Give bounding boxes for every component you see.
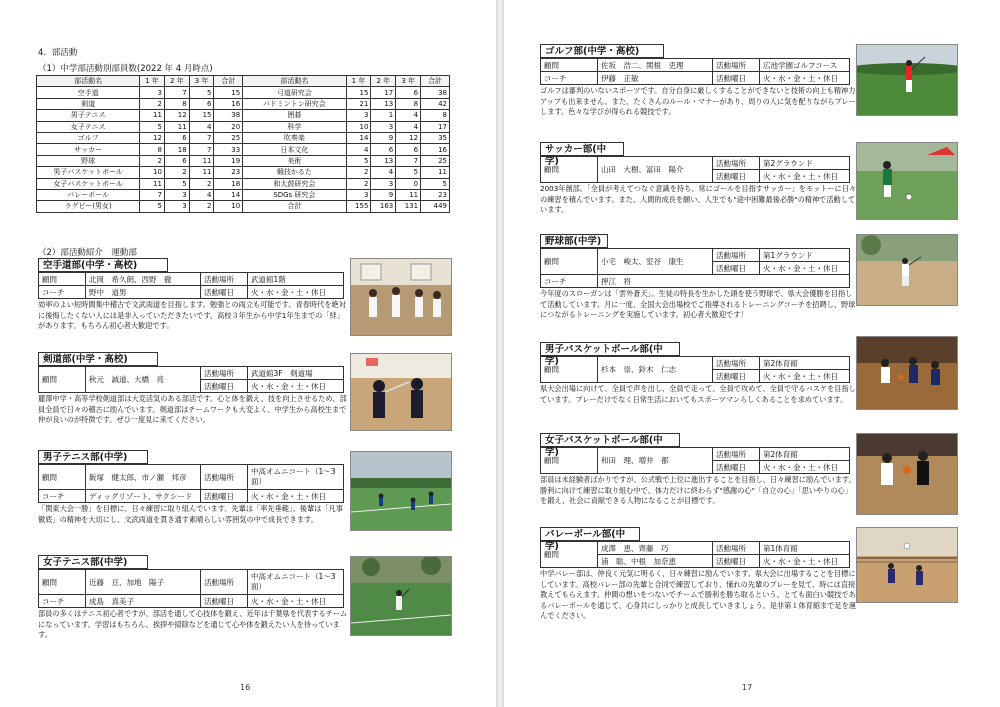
count-cell: 13 [371, 155, 396, 166]
girls-basketball-photo-image [857, 434, 957, 514]
count-cell: 6 [189, 98, 214, 109]
table-row [37, 155, 450, 166]
count-cell: 8 [140, 144, 165, 155]
days-label: 活動曜日 [201, 490, 248, 503]
club-name-cell: サッカー [37, 144, 140, 155]
count-cell: 3 [164, 189, 189, 200]
table-body [37, 87, 450, 212]
count-cell: 4 [396, 121, 421, 132]
days-label: 活動曜日 [201, 595, 248, 608]
club-card-girls-tennis [38, 555, 348, 641]
club-description: 県大会出場に向けて、全員で声を出し、全員で走って、全員で攻めて、全員で守るバスケを目指しています。プレーだけでなく日常生活においてもスポーツマンらしくあることを求めています。 [540, 384, 856, 404]
header-cell: 合計 [214, 76, 243, 87]
club-title: 男子テニス部(中学) [38, 450, 148, 464]
place-label: 活動場所 [713, 357, 760, 370]
page-number-right: 17 [742, 683, 753, 692]
club-name-cell: SDGs 研究会 [243, 189, 346, 200]
golf-photo [856, 44, 958, 116]
club-name-cell: 囲碁 [243, 110, 346, 121]
coach-label: コーチ [39, 286, 86, 299]
advisor-name: 佐坂 浩二、関根 吏理 [598, 59, 713, 72]
count-cell: 6 [164, 155, 189, 166]
count-cell: 42 [421, 98, 450, 109]
count-cell: 3 [164, 201, 189, 212]
place-label: 活動場所 [201, 570, 248, 595]
club-title: サッカー部(中学) [540, 142, 624, 156]
boys-basketball-photo [856, 336, 958, 410]
count-cell: 3 [346, 110, 371, 121]
club-description: 今年度のスローガンは「雲外蒼天」。生徒の特長を生かした頭を使う野球で、県大会優勝を目指して活動しています。月に一度、全国大会出場校でご指導されるトレーニングコーチを招聘し、野球につながるトレーニングを実施しています。初心者大歓迎です！ [540, 289, 856, 319]
days-label: 活動曜日 [713, 370, 760, 383]
advisor-name: 杉本 崇、鈴木 仁志 [598, 357, 713, 383]
count-cell: 11 [140, 178, 165, 189]
count-cell: 16 [421, 144, 450, 155]
table-header-row [37, 76, 450, 87]
girls-tennis-photo [350, 556, 452, 636]
club-title: ゴルフ部(中学・高校) [540, 44, 664, 58]
advisor-label: 顧問 [39, 465, 86, 490]
table-row [37, 87, 450, 98]
coach-name: ディッグリゾート、サクシード [86, 490, 201, 503]
volleyball-photo [856, 527, 958, 603]
club-name-cell: 和太鼓研究会 [243, 178, 346, 189]
coach-name: 成島 真美子 [86, 595, 201, 608]
club-name-cell: バレーボール [37, 189, 140, 200]
club-name-cell: 吹奏楽 [243, 132, 346, 143]
boys-tennis-photo-image [351, 452, 451, 530]
club-info-table [38, 272, 344, 299]
advisor-name: 小宅 峻太、室谷 康生 [598, 249, 713, 275]
club-info-table [540, 58, 850, 85]
days-value: 火・水・金・土・休日 [760, 170, 850, 183]
girls-tennis-photo-image [351, 557, 451, 635]
club-info-table [540, 356, 850, 383]
count-cell: 8 [164, 98, 189, 109]
count-cell: 13 [371, 98, 396, 109]
count-cell: 5 [346, 155, 371, 166]
count-cell: 3 [140, 87, 165, 98]
club-info-table [540, 447, 850, 474]
days-value: 火・水・金・土・休日 [760, 72, 850, 85]
count-cell: 2 [346, 167, 371, 178]
club-name-cell: 合計 [243, 201, 346, 212]
club-name-cell: 剣道 [37, 98, 140, 109]
coach-name: 伊藤 正敏 [598, 72, 713, 85]
member-count-table [36, 75, 450, 213]
count-cell: 11 [396, 189, 421, 200]
count-cell: 38 [214, 110, 243, 121]
count-cell: 3 [371, 121, 396, 132]
count-cell: 6 [396, 87, 421, 98]
count-cell: 18 [214, 178, 243, 189]
karate-photo-image [351, 259, 451, 335]
club-card-volleyball [540, 527, 856, 622]
club-description: 「関東大会一勝」を目標に、日々練習に取り組んでいます。先輩は「率先垂範」、後輩は「凡事徹底」の精神を大切にし、文武両道を貫き通す素晴らしい雰囲気の中で成長できます。 [38, 504, 343, 524]
count-cell: 2 [189, 201, 214, 212]
count-cell: 7 [189, 132, 214, 143]
club-title: 空手道部(中学・高校) [38, 258, 168, 272]
count-cell: 11 [421, 167, 450, 178]
count-cell: 1 [371, 110, 396, 121]
club-card-soccer [540, 142, 857, 216]
coach-label: コーチ [541, 275, 598, 288]
coach-name: 押江 将 [598, 275, 850, 288]
count-cell: 23 [214, 167, 243, 178]
club-description: 部員の多くはテニス初心者ですが、部活を通して心技体を鍛え、近年は千葉県を代表するチームになっています。学習はもちろん、挨拶や掃除などを通じて心や体を鍛えたい人を待っています。 [38, 609, 348, 639]
coach-label: コーチ [39, 490, 86, 503]
club-card-golf [540, 44, 856, 118]
advisor-label: 顧問 [541, 249, 598, 275]
club-title: 女子バスケットボール部(中学) [540, 433, 680, 447]
count-cell: 15 [214, 87, 243, 98]
count-cell: 16 [214, 98, 243, 109]
advisor-label: 顧問 [541, 157, 598, 183]
header-cell: 1 年 [346, 76, 371, 87]
club-title: 男子バスケットボール部(中学) [540, 342, 680, 356]
count-cell: 5 [396, 167, 421, 178]
club-name-cell: バドミントン研究会 [243, 98, 346, 109]
count-cell: 5 [140, 201, 165, 212]
club-name-cell: ゴルフ [37, 132, 140, 143]
club-info-table [38, 569, 344, 608]
count-cell: 4 [189, 189, 214, 200]
days-label: 活動曜日 [201, 286, 248, 299]
count-cell: 4 [189, 121, 214, 132]
count-cell: 11 [140, 110, 165, 121]
advisor-label: 顧問 [541, 357, 598, 383]
place-label: 活動場所 [201, 465, 248, 490]
club-info-table [38, 464, 344, 503]
baseball-photo-image [857, 235, 957, 305]
advisor-name: 和田 理、増井 都 [598, 448, 713, 474]
advisor-label: 顧問 [541, 59, 598, 72]
left-page [0, 0, 496, 707]
place-value: 第2グラウンド [760, 157, 850, 170]
place-value: 中高オムニコート（1～3面） [248, 570, 344, 595]
count-cell: 2 [346, 178, 371, 189]
count-cell: 35 [421, 132, 450, 143]
count-cell: 8 [396, 98, 421, 109]
count-cell: 21 [346, 98, 371, 109]
club-name-cell: 女子テニス [37, 121, 140, 132]
boys-basketball-photo-image [857, 337, 957, 409]
header-cell: 3 年 [189, 76, 214, 87]
club-card-girls-basketball [540, 433, 856, 507]
club-info-table [540, 541, 850, 568]
club-title: 剣道部(中学・高校) [38, 352, 158, 366]
count-cell: 155 [346, 201, 371, 212]
place-value: 武道館1階 [248, 273, 344, 286]
table-row [37, 144, 450, 155]
place-label: 活動場所 [713, 542, 760, 555]
header-cell: 合計 [421, 76, 450, 87]
count-cell: 11 [189, 167, 214, 178]
advisor-name: 北岡 希久朗、西野 徹 [86, 273, 201, 286]
count-cell: 10 [214, 201, 243, 212]
karate-photo [350, 258, 452, 336]
place-value: 第1グラウンド [760, 249, 850, 262]
count-cell: 38 [421, 87, 450, 98]
count-cell: 5 [164, 178, 189, 189]
count-cell: 7 [164, 87, 189, 98]
count-cell: 7 [396, 155, 421, 166]
club-name-cell: 野球 [37, 155, 140, 166]
club-name-cell: 美術 [243, 155, 346, 166]
header-cell: 2 年 [371, 76, 396, 87]
club-card-boys-basketball [540, 342, 856, 405]
days-label: 活動曜日 [713, 461, 760, 474]
count-cell: 7 [140, 189, 165, 200]
club-name-cell: 競技かるた [243, 167, 346, 178]
count-cell: 163 [371, 201, 396, 212]
club-card-baseball [540, 234, 856, 321]
club-name-cell: 女子バスケットボール [37, 178, 140, 189]
club-name-cell: 男子バスケットボール [37, 167, 140, 178]
club-info-table [540, 248, 850, 288]
club-name-cell: 科学 [243, 121, 346, 132]
club-title: 野球部(中学) [540, 234, 608, 248]
days-value: 火・水・金・土・休日 [760, 370, 850, 383]
place-value: 中高オムニコート（1～3面） [248, 465, 344, 490]
count-cell: 25 [214, 132, 243, 143]
place-label: 活動場所 [201, 367, 248, 380]
club-name-cell: 男子テニス [37, 110, 140, 121]
count-cell: 12 [140, 132, 165, 143]
table-row [37, 98, 450, 109]
club-name-cell: 空手道 [37, 87, 140, 98]
advisor-name: 飯塚 健太郎、市ノ瀬 邦彦 [86, 465, 201, 490]
count-cell: 449 [421, 201, 450, 212]
club-name-cell: ラグビー(男女) [37, 201, 140, 212]
count-cell: 33 [214, 144, 243, 155]
golf-photo-image [857, 45, 957, 115]
intro-heading: （2）部活動紹介 運動部 [38, 248, 137, 258]
place-value: 武道館3F 剣道場 [248, 367, 344, 380]
count-cell: 11 [164, 121, 189, 132]
table-row [37, 201, 450, 212]
place-value: 広池学園ゴルフコース [760, 59, 850, 72]
advisor-label: 顧問 [541, 542, 598, 568]
days-value: 火・水・金・土・休日 [248, 286, 344, 299]
count-cell: 6 [164, 132, 189, 143]
count-cell: 10 [140, 167, 165, 178]
count-cell: 3 [371, 178, 396, 189]
club-card-kendo [38, 352, 347, 426]
kendo-photo-image [351, 354, 451, 430]
table-row [37, 121, 450, 132]
advisor-name: 秋元 誠道、大橋 亮 [86, 367, 201, 393]
count-cell: 2 [140, 98, 165, 109]
club-title: バレーボール部(中学) [540, 527, 640, 541]
advisor-label: 顧問 [39, 273, 86, 286]
days-value: 火・水・金・土・休日 [248, 490, 344, 503]
days-label: 活動曜日 [201, 380, 248, 393]
count-cell: 2 [189, 178, 214, 189]
table-row [37, 110, 450, 121]
days-value: 火・水・金・土・休日 [248, 595, 344, 608]
count-cell: 14 [346, 132, 371, 143]
advisor-label: 顧問 [541, 448, 598, 474]
club-name-cell: 弓道研究会 [243, 87, 346, 98]
coach-name: 野中 道男 [86, 286, 201, 299]
count-cell: 6 [371, 144, 396, 155]
count-cell: 11 [189, 155, 214, 166]
count-cell: 2 [164, 167, 189, 178]
days-label: 活動曜日 [713, 262, 760, 275]
days-label: 活動曜日 [713, 170, 760, 183]
club-description: 麗澤中学・高等学校剣道部は大変活気のある部活です。心と体を鍛え、技を向上させるため、部員全員で日々の稽古に励んでいます。剣道部はチームワークも大変よく、中学生から高校生まで仲が良いのが特徴です。ぜひ一度見に来てください。 [38, 394, 347, 424]
advisor-label: 顧問 [39, 367, 86, 393]
count-cell: 15 [189, 110, 214, 121]
advisor-name-2: 浦 聡、中根 加奈恵 [598, 555, 713, 568]
place-value: 第2体育館 [760, 357, 850, 370]
club-description: ゴルフは審判のいないスポーツです。自分自身に厳しくすることができないと技術の向上も精神力アップも出来ません。また、たくさんのルール・マナーがあり、周りの人に気を配りながらプレーします。色々な学びが得られる競技です。 [540, 86, 856, 116]
header-cell: 部活動名 [37, 76, 140, 87]
days-value: 火・水・金・土・休日 [760, 262, 850, 275]
place-label: 活動場所 [201, 273, 248, 286]
count-cell: 18 [164, 144, 189, 155]
club-card-karate [38, 258, 344, 332]
table-row [37, 167, 450, 178]
count-cell: 20 [214, 121, 243, 132]
kendo-photo [350, 353, 452, 431]
count-cell: 0 [396, 178, 421, 189]
count-cell: 17 [421, 121, 450, 132]
club-description: 2003年創部。「全員が考えてつなぐ意識を持ち、常にゴールを目指すサッカー」をモットーに日々の練習を積んでいます。また、人間的成長を願い、人生でも"途中困難最後必勝"の精神で活動しています。 [540, 184, 857, 214]
section-heading: 4．部活動 [38, 48, 78, 58]
days-label: 活動曜日 [713, 72, 760, 85]
club-description: 部員は未経験者ばかりですが、公式戦で上位に進出することを目指し、日々練習に励んでいます。勝利に向けて練習に取り組む中で、体力だけに終わらず"感謝の心"「自立の心」「思いやりの心」を鍛え、社会に貢献できる人物になることが目標です。 [540, 475, 856, 505]
place-label: 活動場所 [713, 59, 760, 72]
advisor-name: 近藤 亘、加地 陽子 [86, 570, 201, 595]
count-cell: 5 [189, 87, 214, 98]
table-row [37, 178, 450, 189]
count-cell: 19 [214, 155, 243, 166]
club-info-table [38, 366, 344, 393]
count-cell: 4 [396, 110, 421, 121]
count-cell: 10 [346, 121, 371, 132]
count-cell: 9 [371, 189, 396, 200]
count-cell: 12 [396, 132, 421, 143]
count-cell: 6 [396, 144, 421, 155]
right-page [504, 0, 1000, 707]
club-info-table [540, 156, 850, 183]
advisor-label: 顧問 [39, 570, 86, 595]
place-label: 活動場所 [713, 249, 760, 262]
count-cell: 9 [371, 132, 396, 143]
place-value: 第1体育館 [760, 542, 850, 555]
advisor-name: 山田 大樹、冨田 陽介 [598, 157, 713, 183]
table-row [37, 189, 450, 200]
coach-label: コーチ [541, 72, 598, 85]
count-cell: 15 [346, 87, 371, 98]
count-cell: 8 [421, 110, 450, 121]
count-cell: 3 [346, 189, 371, 200]
table-heading: （1）中学部活動別部員数(2022 年 4 月時点) [38, 64, 213, 74]
days-label: 活動曜日 [713, 555, 760, 568]
header-cell: 1 年 [140, 76, 165, 87]
soccer-photo [856, 142, 958, 220]
place-value: 第2体育館 [760, 448, 850, 461]
club-description: 効率のよい短時間集中稽古で文武両道を目指します。勉強との両立も可能です。青春時代を絶対に後悔したくない人には是非入っていただきたいです。高校３年生から中学1年生までの「絆」があります。もちろん初心者大歓迎です。 [38, 300, 346, 330]
header-cell: 部活動名 [243, 76, 346, 87]
count-cell: 5 [421, 178, 450, 189]
coach-label: コーチ [39, 595, 86, 608]
count-cell: 25 [421, 155, 450, 166]
header-cell: 3 年 [396, 76, 421, 87]
days-value: 火・水・金・土・休日 [248, 380, 344, 393]
page-number-left: 16 [240, 683, 251, 692]
club-description: 中学バレー部は、仲良く元気に明るく、日々練習に励んでいます。県大会に出場することを目標にしています。高校バレー部の先輩と合同で練習しており、憧れの先輩のプレーを見て、時には直接教えてもらえます。仲間の想いをつないでチームで勝利を勝ち取るという、とても面白い競技であるバレーボールを通じて、心身共にしっかりと成長していきましょう。是非第１体育館まで足を運んでください。 [540, 569, 856, 620]
count-cell: 23 [421, 189, 450, 200]
count-cell: 2 [140, 155, 165, 166]
days-value: 火・水・金・土・休日 [760, 461, 850, 474]
header-cell: 2 年 [164, 76, 189, 87]
count-cell: 7 [189, 144, 214, 155]
count-cell: 5 [140, 121, 165, 132]
book-gutter [496, 0, 504, 707]
girls-basketball-photo [856, 433, 958, 515]
count-cell: 17 [371, 87, 396, 98]
table-row [37, 132, 450, 143]
count-cell: 14 [214, 189, 243, 200]
club-name-cell: 日本文化 [243, 144, 346, 155]
club-title: 女子テニス部(中学) [38, 555, 148, 569]
days-value: 火・水・金・土・休日 [760, 555, 850, 568]
advisor-name: 成澤 恵、齊藤 巧 [598, 542, 713, 555]
count-cell: 4 [346, 144, 371, 155]
baseball-photo [856, 234, 958, 306]
volleyball-photo-image [857, 528, 957, 602]
place-label: 活動場所 [713, 157, 760, 170]
place-label: 活動場所 [713, 448, 760, 461]
count-cell: 4 [371, 167, 396, 178]
club-card-boys-tennis [38, 450, 344, 525]
count-cell: 12 [164, 110, 189, 121]
boys-tennis-photo [350, 451, 452, 531]
soccer-photo-image [857, 143, 957, 219]
count-cell: 131 [396, 201, 421, 212]
